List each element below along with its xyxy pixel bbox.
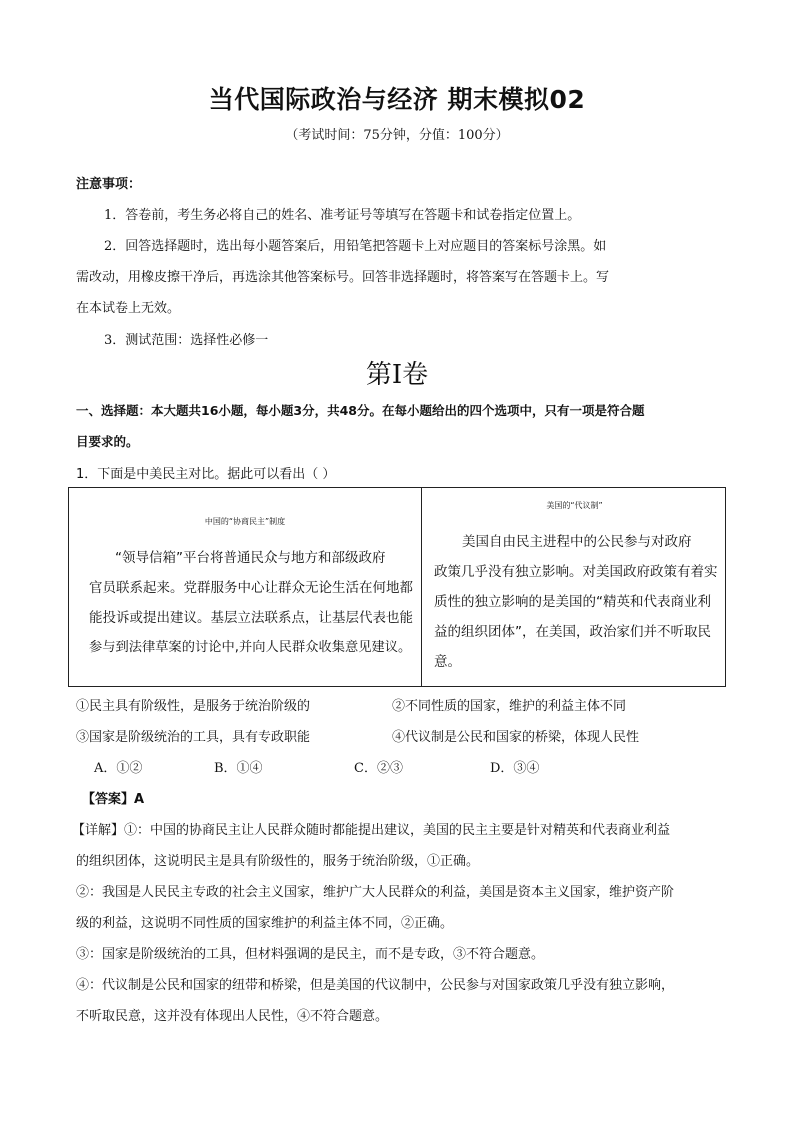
notice-item-2-line-1: 2．回答选择题时，选出每小题答案后，用铅笔把答题卡上对应题目的答案标号涂黑。如 — [104, 239, 607, 254]
detail-line-5: ③：国家是阶级统治的工具，但材料强调的是民主，而不是专政，③不符合题意。 — [76, 947, 545, 962]
answer-label: 【答案】A — [82, 792, 145, 807]
option-d: D．③④ — [490, 761, 540, 776]
china-cell — [69, 488, 422, 687]
statement-1: ①民主具有阶级性，是服务于统治阶级的 — [76, 699, 311, 714]
section-instruction-line-1: 一、选择题：本大题共16小题，每小题3分，共48分。在每小题给出的四个选项中，只有一项是符合题 — [76, 403, 645, 418]
statement-2: ②不同性质的国家，维护的利益主体不同 — [392, 699, 627, 714]
usa-text-line-5: 意。 — [434, 654, 461, 670]
detail-line-1: 【详解】①：中国的协商民主让人民群众随时都能提出建议，美国的民主主要是针对精英和代表商业利益 — [72, 823, 671, 838]
detail-line-7: 不听取民意，这并没有体现出人民性，④不符合题意。 — [76, 1009, 389, 1024]
page-title: 当代国际政治与经济 期末模拟02 — [208, 85, 586, 114]
usa-heading: 美国的“代议制” — [546, 501, 603, 510]
usa-text-line-2: 政策几乎没有独立影响。对美国政府政策有着实 — [434, 564, 718, 580]
statement-3: ③国家是阶级统治的工具，具有专政职能 — [76, 730, 311, 745]
notice-heading: 注意事项： — [76, 177, 142, 192]
usa-text-line-4: 益的组织团体”，在美国，政治家们并不听取民 — [434, 624, 711, 640]
detail-line-6: ④：代议制是公民和国家的纽带和桥梁，但是美国的代议制中，公民参与对国家政策几乎没有独立影响， — [76, 978, 675, 993]
china-text-line-4: 参与到法律草案的讨论中,并向人民群众收集意见建议。 — [89, 640, 412, 655]
comparison-table — [68, 487, 726, 687]
usa-cell — [422, 488, 726, 687]
notice-item-2-line-2: 需改动，用橡皮擦干净后，再选涂其他答案标号。回答非选择题时，将答案写在答题卡上。写 — [76, 270, 610, 285]
detail-line-3: ②：我国是人民民主专政的社会主义国家，维护广大人民群众的利益，美国是资本主义国家，维护资产阶 — [76, 885, 675, 900]
china-text-line-3: 能投诉或提出建议。基层立法联系点，让基层代表也能 — [89, 610, 413, 626]
notice-item-1: 1．答卷前，考生务必将自己的姓名、准考证号等填写在答题卡和试卷指定位置上。 — [104, 208, 581, 223]
exam-time-info: （考试时间：75分钟，分值：100分） — [285, 128, 509, 143]
detail-line-4: 级的利益，这说明不同性质的国家维护的利益主体不同，②正确。 — [76, 916, 454, 931]
china-heading: 中国的“协商民主”制度 — [204, 517, 286, 526]
question-1-stem: 1．下面是中美民主对比。据此可以看出（ ） — [76, 467, 336, 482]
china-text-line-1: “领导信箱”平台将普通民众与地方和部级政府 — [115, 550, 386, 566]
detail-line-2: 的组织团体，这说明民主是具有阶级性的，服务于统治阶级，①正确。 — [76, 854, 480, 869]
notice-item-3: 3．测试范围：选择性必修一 — [104, 333, 269, 348]
option-b: B．①④ — [214, 761, 263, 776]
statement-4: ④代议制是公民和国家的桥梁，体现人民性 — [392, 730, 640, 745]
usa-text-line-3: 质性的独立影响的是美国的“精英和代表商业利 — [434, 594, 711, 610]
option-a: A．①② — [94, 761, 143, 776]
option-c: C．②③ — [354, 761, 403, 776]
notice-item-2-line-3: 在本试卷上无效。 — [76, 301, 181, 316]
china-text-line-2: 官员联系起来。党群服务中心让群众无论生活在何地都 — [89, 580, 413, 596]
section-instruction-line-2: 目要求的。 — [76, 434, 139, 449]
section-title: 第I卷 — [365, 360, 429, 390]
usa-text-line-1: 美国自由民主进程中的公民参与对政府 — [462, 534, 692, 550]
